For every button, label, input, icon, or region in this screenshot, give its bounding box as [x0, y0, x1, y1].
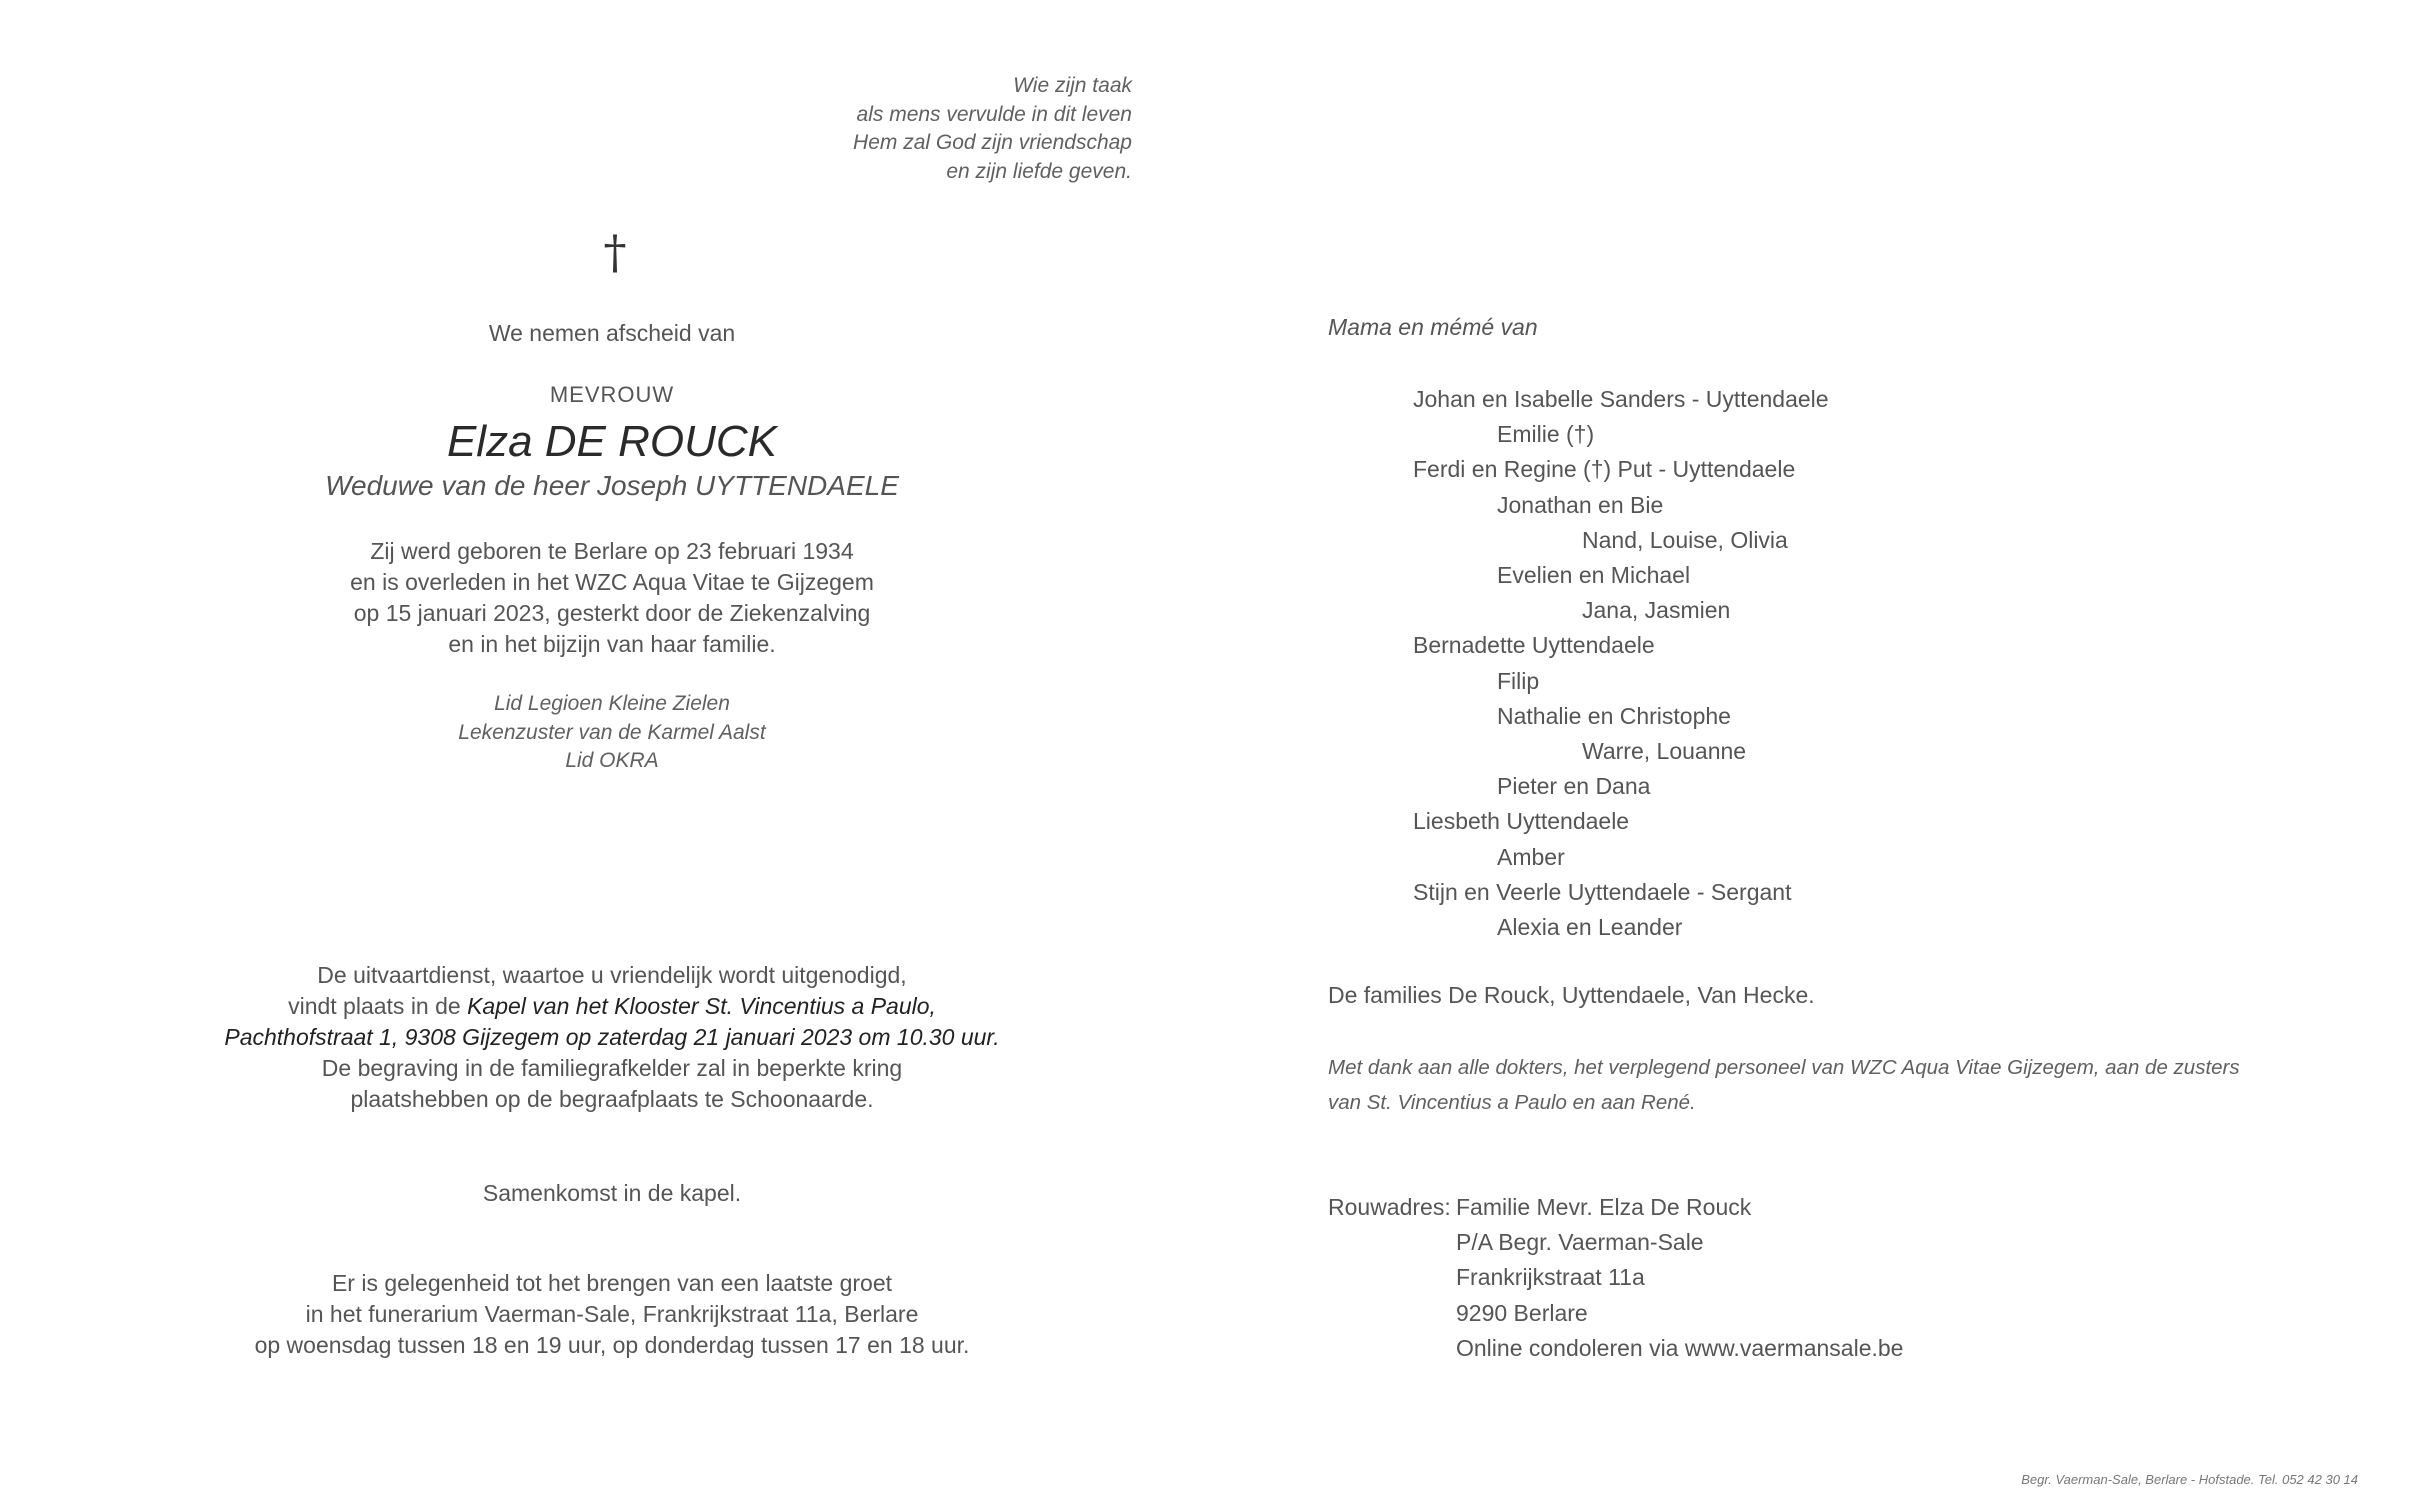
service-line: De uitvaartdienst, waartoe u vriendelijk wordt uitgenodigd, — [317, 962, 907, 988]
bio-line: Zij werd geboren te Berlare op 23 februari 1934 — [370, 538, 854, 564]
service-line — [162, 991, 1062, 1022]
family-member: Stijn en Veerle Uyttendaele - Sergant — [1413, 878, 1792, 905]
service-line: De begraving in de familiegrafkelder zal in beperkte kring — [321, 1055, 903, 1081]
memberships — [312, 690, 912, 776]
thanks-line: van St. Vincentius a Paulo en aan René. — [1328, 1090, 1696, 1114]
family-member: Warre, Louanne — [1582, 738, 1747, 765]
bio-line: op 15 januari 2023, gesterkt door de Ziekenzalving — [353, 600, 871, 626]
mourning-line: Familie Mevr. Elza De Rouck — [1456, 1194, 1752, 1220]
family-member: Liesbeth Uyttendaele — [1413, 808, 1630, 835]
visitation-line: in het funerarium Vaerman-Sale, Frankrijkstraat 11a, Berlare — [305, 1301, 919, 1327]
visitation-line: Er is gelegenheid tot het brengen van een laatste groet — [331, 1270, 893, 1296]
service-venue: Kapel van het Klooster St. Vincentius a Paulo, — [467, 993, 936, 1019]
family-member: Jana, Jasmien — [1582, 597, 1731, 624]
poem-line: Hem zal God zijn vriendschap — [853, 131, 1132, 154]
bio-line: en is overleden in het WZC Aqua Vitae te Gijzegem — [350, 569, 874, 595]
thanks-line: Met dank aan alle dokters, het verplegend personeel van WZC Aqua Vitae Gijzegem, aan de zusters — [1328, 1056, 2240, 1079]
family-member: Ferdi en Regine (†) Put - Uyttendaele — [1413, 456, 1796, 483]
honorific-title: MEVROUW — [549, 382, 675, 407]
funeral-service — [162, 960, 1062, 1115]
membership-line: Lekenzuster van de Karmel Aalst — [458, 720, 766, 744]
mourning-label: Rouwadres: — [1328, 1194, 1451, 1220]
opening-poem — [700, 72, 1132, 186]
poem-line: Wie zijn taak — [1013, 74, 1132, 97]
poem-line: en zijn liefde geven. — [946, 159, 1132, 183]
family-member: Amber — [1497, 843, 1565, 870]
thanks-note — [1328, 1051, 2288, 1120]
membership-line: Lid OKRA — [565, 749, 659, 772]
membership-line: Lid Legioen Kleine Zielen — [494, 692, 730, 715]
service-prefix: vindt plaats in de — [288, 993, 468, 1019]
families-line: De families De Rouck, Uyttendaele, Van Hecke. — [1328, 982, 1815, 1008]
visitation-info — [162, 1268, 1062, 1361]
visitation-line: op woensdag tussen 18 en 19 uur, op donderdag tussen 17 en 18 uur. — [254, 1332, 970, 1358]
family-heading: Mama en mémé van — [1328, 314, 1538, 340]
service-line: plaatshebben op de begraafplaats te Schoonaarde. — [350, 1086, 874, 1112]
mourning-line: P/A Begr. Vaerman-Sale — [1456, 1229, 1704, 1256]
family-member: Emilie (†) — [1497, 421, 1595, 448]
family-member: Jonathan en Bie — [1497, 491, 1664, 518]
family-member: Pieter en Dana — [1497, 773, 1651, 800]
family-member: Nand, Louise, Olivia — [1582, 526, 1788, 553]
mourning-line: Frankrijkstraat 11a — [1456, 1264, 1645, 1291]
poem-line: als mens vervulde in dit leven — [856, 102, 1132, 126]
service-address: Pachthofstraat 1, 9308 Gijzegem op zaterdag 21 januari 2023 om 10.30 uur. — [224, 1024, 1000, 1050]
mourning-line: 9290 Berlare — [1456, 1299, 1588, 1326]
mourning-line: Online condoleren via www.vaermansale.be — [1456, 1334, 1904, 1361]
family-list — [1328, 382, 2028, 945]
family-member: Johan en Isabelle Sanders - Uyttendaele — [1413, 386, 1829, 412]
family-member: Nathalie en Christophe — [1497, 702, 1731, 729]
deceased-name: Elza DE ROUCK — [446, 417, 778, 466]
family-member: Filip — [1497, 667, 1540, 694]
cross-icon: † — [603, 225, 627, 279]
family-member: Bernadette Uyttendaele — [1413, 632, 1655, 659]
undertaker-footer: Begr. Vaerman-Sale, Berlare - Hofstade. Tel. 052 42 30 14 — [2021, 1472, 2358, 1487]
widow-line: Weduwe van de heer Joseph UYTTENDAELE — [325, 470, 899, 501]
gathering-note: Samenkomst in de kapel. — [482, 1180, 742, 1206]
biography — [212, 536, 1012, 660]
family-member: Evelien en Michael — [1497, 562, 1691, 589]
intro-text: We nemen afscheid van — [488, 320, 736, 346]
mourning-lines — [1456, 1190, 2056, 1366]
bio-line: en in het bijzijn van haar familie. — [448, 631, 776, 657]
family-member: Alexia en Leander — [1497, 914, 1683, 941]
